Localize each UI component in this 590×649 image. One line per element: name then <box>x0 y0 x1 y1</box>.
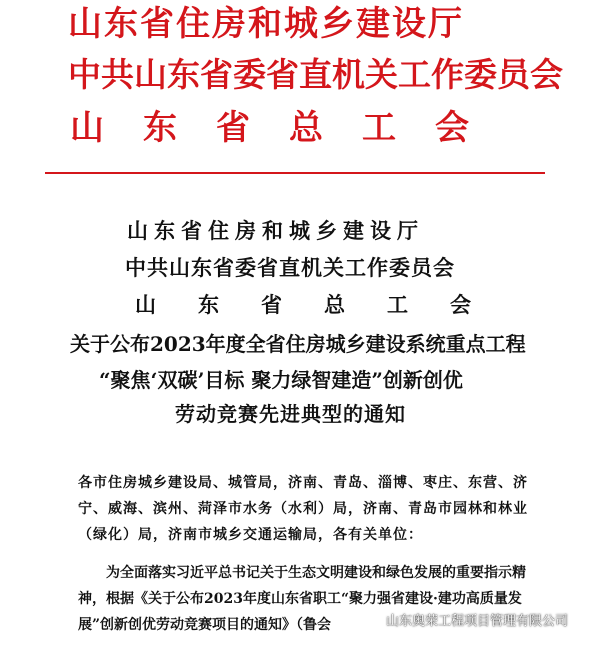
letterhead-line-3: 山东省总工会 <box>70 108 508 148</box>
subject-title-1: 关于公布2023年度全省住房城乡建设系统重点工程 <box>70 332 526 356</box>
subject-title-3: 劳动竞赛先进典型的通知 <box>175 402 406 426</box>
letterhead-line-1: 山东省住房和城乡建设厅 <box>68 4 464 44</box>
body-paragraph-1: 为全面落实习近平总书记关于生态文明建设和绿色发展的重要指示精神，根据《关于公布2023年度山东省职工“聚力强省建设·建功高质量发展”创新创优劳动竞赛项目的通知》（鲁会 <box>78 565 526 633</box>
issuer-title-1: 山东省住房和城乡建设厅 <box>127 218 424 243</box>
watermark <box>365 610 568 629</box>
letterhead-divider <box>45 172 545 174</box>
issuer-title-3: 山东省总工会 <box>135 292 513 317</box>
wechat-channel-icon <box>365 613 381 627</box>
watermark-text: 山东奥荣工程项目管理有限公司 <box>385 614 568 629</box>
letterhead-line-2: 中共山东省委省直机关工作委员会 <box>68 55 563 94</box>
issuer-title-2: 中共山东省委省直机关工作委员会 <box>125 255 455 280</box>
addressee-paragraph: 各市住房城乡建设局、城管局，济南、青岛、淄博、枣庄、东营、济宁、威海、滨州、菏泽市水务（水利）局，济南、青岛市园林和林业（绿化）局，济南市城乡交通运输局，各有关单位： <box>78 475 528 543</box>
subject-title-2: “聚焦‘双碳’目标 聚力绿智建造”创新创优 <box>99 368 463 392</box>
